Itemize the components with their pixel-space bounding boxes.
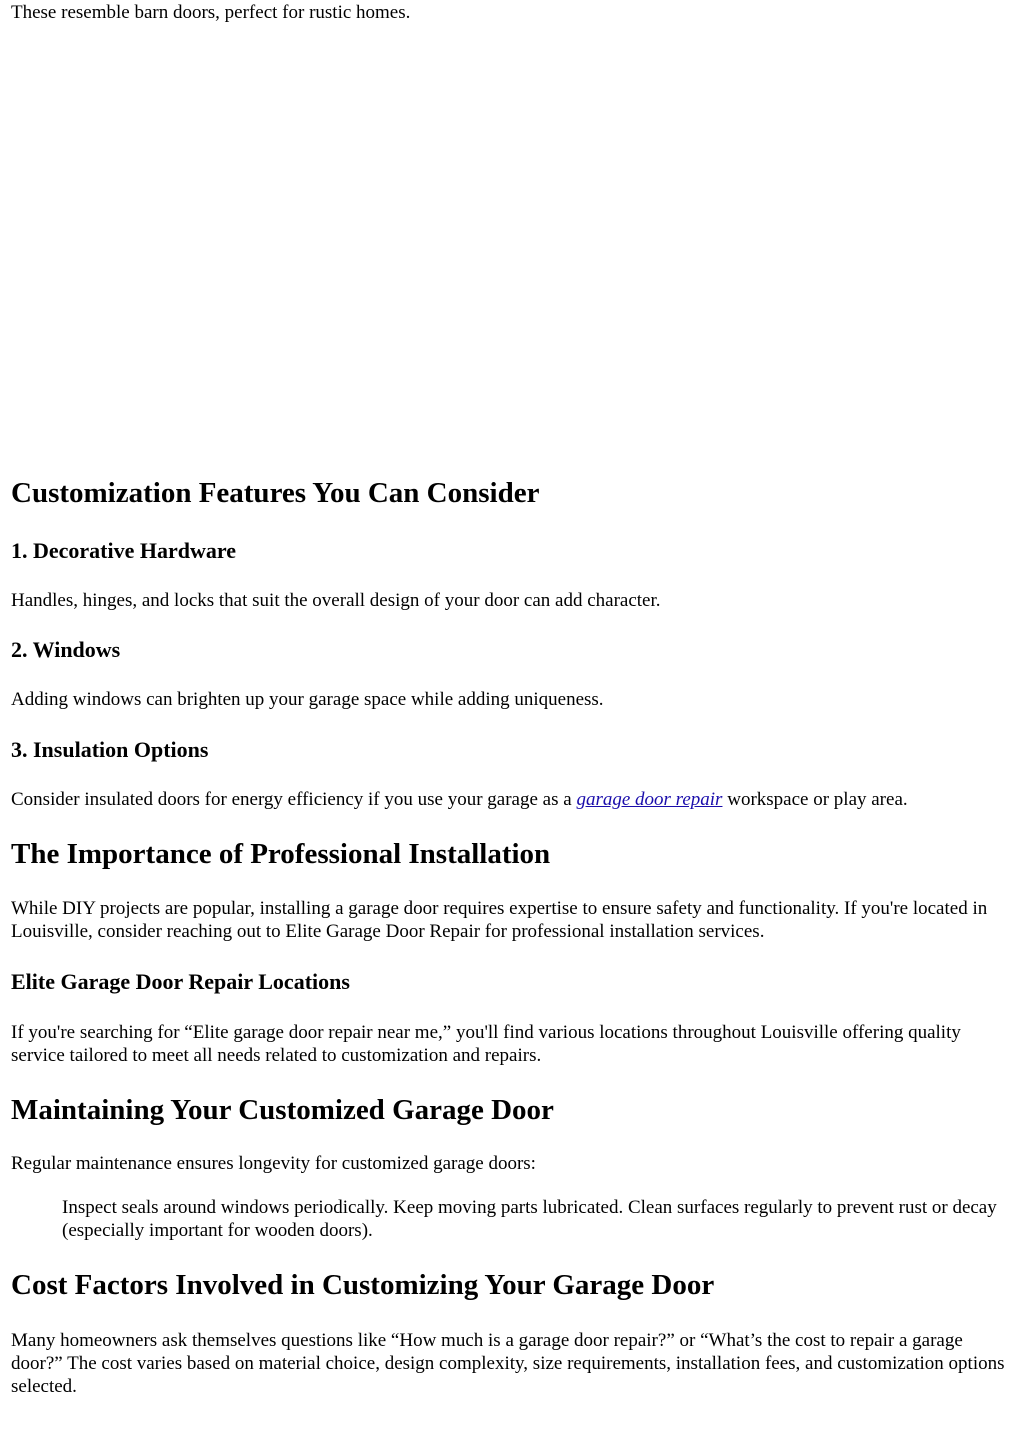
locations-heading: Elite Garage Door Repair Locations — [11, 969, 350, 994]
maintenance-tips: Inspect seals around windows periodically. Keep moving parts lubricated. Clean surfaces regularly to prevent rust or decay (especially important for wooden doors). — [62, 1197, 997, 1241]
customization-heading: Customization Features You Can Consider — [11, 477, 540, 509]
insulation-text — [11, 788, 1006, 811]
installation-text: While DIY projects are popular, installing a garage door requires expertise to ensure safety and functionality. If you're located in Louisville, consider reaching out to Elite Garage Door Repair for professional installation services. — [11, 898, 988, 942]
maintenance-heading: Maintaining Your Customized Garage Door — [11, 1094, 554, 1126]
decorative-hardware-text: Handles, hinges, and locks that suit the overall design of your door can add character. — [11, 590, 661, 611]
cost-text: Many homeowners ask themselves questions like “How much is a garage door repair?” or “What’s the cost to repair a garage door?” The cost varies based on material choice, design complexity, size requirements, installation fees, and customization options selected. — [11, 1330, 1005, 1397]
image-placeholder — [11, 32, 1011, 462]
garage-door-repair-link[interactable]: garage door repair — [576, 789, 723, 810]
insulation-heading: 3. Insulation Options — [11, 737, 209, 762]
cost-heading: Cost Factors Involved in Customizing Your Garage Door — [11, 1269, 715, 1301]
decorative-hardware-heading: 1. Decorative Hardware — [11, 538, 237, 563]
intro-paragraph: These resemble barn doors, perfect for rustic homes. — [11, 2, 411, 23]
locations-text: If you're searching for “Elite garage door repair near me,” you'll find various locations throughout Louisville offering quality service tailored to meet all needs related to customization and repairs. — [11, 1022, 961, 1066]
maintenance-text: Regular maintenance ensures longevity for customized garage doors: — [11, 1153, 536, 1174]
insulation-text-before: Consider insulated doors for energy efficiency if you use your garage as a — [11, 789, 577, 810]
insulation-text-after: workspace or play area. — [722, 789, 908, 810]
windows-text: Adding windows can brighten up your garage space while adding uniqueness. — [11, 689, 604, 710]
windows-heading: 2. Windows — [11, 637, 121, 662]
installation-heading: The Importance of Professional Installation — [11, 838, 551, 870]
